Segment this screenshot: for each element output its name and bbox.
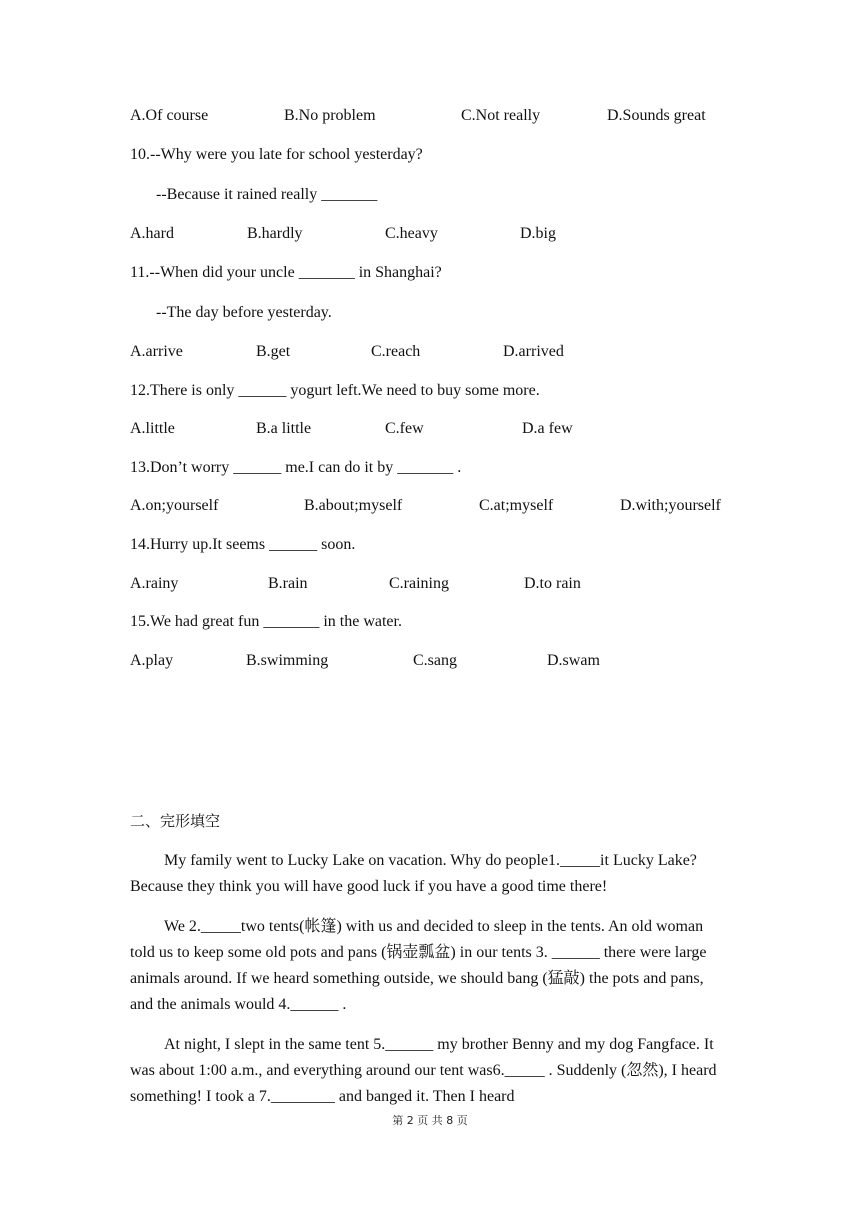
q12-option-c: C.few [385,420,424,437]
q9-option-b: B.No problem [284,107,376,124]
q15-option-b: B.swimming [246,652,329,669]
q13-question: 13.Don’t worry ______ me.I can do it by _______ . [130,459,462,476]
q12-question: 12.There is only ______ yogurt left.We need to buy some more. [130,382,540,399]
q10-question: 10.--Why were you late for school yesterday? [130,146,423,163]
q14-option-b: B.rain [268,575,308,592]
q10-option-a: A.hard [130,225,174,242]
q13-option-a: A.on;yourself [130,497,219,514]
q14-option-a: A.rainy [130,575,179,592]
q9-option-a: A.Of course [130,107,209,124]
q11-option-a: A.arrive [130,343,183,360]
q12-option-d: D.a few [522,420,573,437]
cloze-paragraph-1: My family went to Lucky Lake on vacation. Why do people1._____it Lucky Lake? Because they think you will have good luck if you have a good time there! [130,852,697,895]
q12-option-b: B.a little [256,420,312,437]
page-footer: 第 2 页 共 8 页 [392,1114,468,1127]
q10-answer: --Because it rained really _______ [156,186,378,203]
q15-question: 15.We had great fun _______ in the water. [130,613,402,630]
q13-option-c: C.at;myself [479,497,554,514]
q15-option-c: C.sang [413,652,457,669]
q11-option-d: D.arrived [503,343,564,360]
q9-option-d: D.Sounds great [607,107,706,124]
q10-option-b: B.hardly [247,225,303,242]
q10-option-c: C.heavy [385,225,438,242]
q10-option-d: D.big [520,225,556,242]
q14-option-d: D.to rain [524,575,581,592]
q11-option-b: B.get [256,343,291,360]
q11-option-c: C.reach [371,343,421,360]
section-title: 二、完形填空 [130,812,221,830]
q15-option-d: D.swam [547,652,600,669]
cloze-paragraph-2: We 2._____two tents(帐篷) with us and decided to sleep in the tents. An old woman told us to keep some old pots and pans (锅壶瓢盆) in our tents 3. ______ there were large animals around. If we heard something outside, we should bang (猛敲) the pots and pans, and the animals would 4.______ . [130,918,707,1013]
q14-question: 14.Hurry up.It seems ______ soon. [130,536,356,553]
q9-option-c: C.Not really [461,107,541,124]
q11-answer: --The day before yesterday. [156,304,332,321]
q11-question: 11.--When did your uncle _______ in Shanghai? [130,264,442,281]
q15-option-a: A.play [130,652,174,669]
q13-option-d: D.with;yourself [620,497,721,514]
cloze-paragraph-3: At night, I slept in the same tent 5.______ my brother Benny and my dog Fangface. It was about 1:00 a.m., and everything around our tent was6._____ . Suddenly (忽然), I heard something! I took a 7.________ and banged it. Then I heard [130,1036,717,1105]
q14-option-c: C.raining [389,575,449,592]
q13-option-b: B.about;myself [304,497,403,514]
q12-option-a: A.little [130,420,175,437]
